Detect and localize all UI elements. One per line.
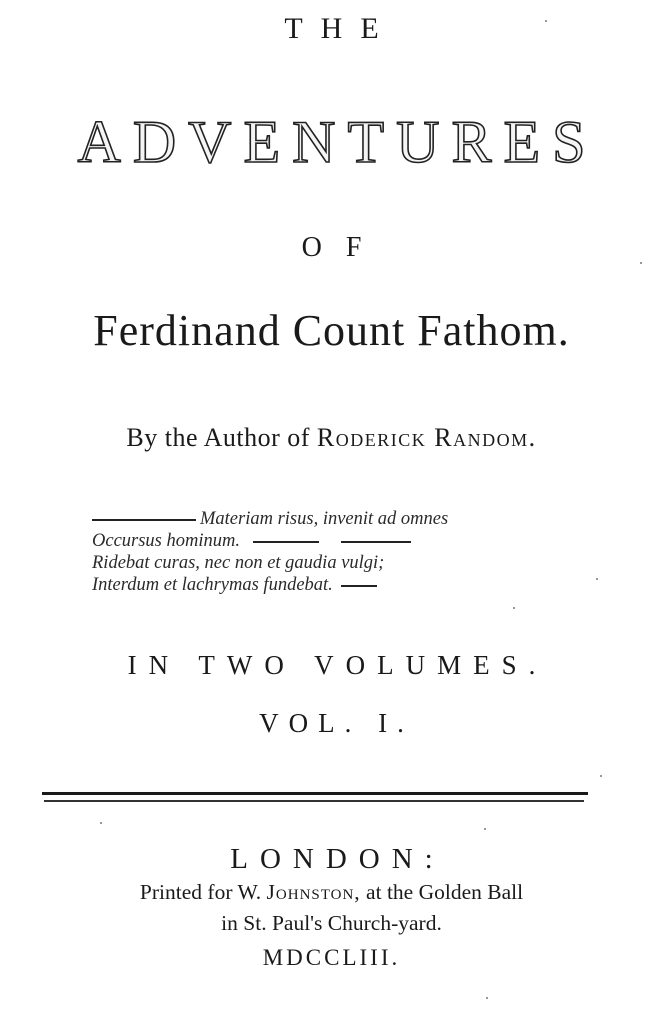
motto-line-4-text: Interdum et lachrymas fundebat.	[92, 575, 333, 595]
imprint-date: MDCCLIII.	[262, 945, 401, 970]
paper-speck	[484, 828, 486, 830]
imprint-printed-suffix: at the Golden Ball	[366, 880, 524, 904]
imprint-printer-line	[0, 880, 663, 905]
paper-speck	[596, 578, 598, 580]
imprint-place: LONDON:	[230, 843, 445, 875]
paper-speck	[513, 607, 515, 609]
motto-line-1	[92, 508, 562, 530]
title-name: Ferdinand Count Fathom.	[93, 306, 570, 355]
motto-line-2	[92, 530, 562, 552]
motto-line-4	[92, 574, 562, 596]
imprint-printed-prefix: Printed for W.	[139, 880, 262, 904]
imprint-printer-name: Johnston,	[266, 880, 361, 904]
paper-speck	[545, 20, 547, 22]
author-prefix: By the Author of	[126, 423, 310, 452]
imprint-location: in St. Paul's Church-yard.	[221, 911, 442, 935]
paper-speck	[640, 262, 642, 264]
title-the: THE	[284, 12, 397, 45]
author-work: Roderick Random.	[316, 423, 537, 452]
motto-line-2-text: Occursus hominum.	[92, 531, 240, 551]
volume-number: VOL. I.	[259, 708, 414, 738]
title-of: OF	[301, 232, 386, 263]
motto-dash	[92, 519, 196, 521]
motto-dash	[341, 585, 377, 587]
motto-dash	[341, 541, 411, 543]
motto-line-1-text: Materiam risus, invenit ad omnes	[200, 509, 449, 529]
title-adventures: ADVENTURES	[77, 109, 598, 175]
thin-rule	[44, 800, 584, 802]
paper-speck	[486, 997, 488, 999]
paper-speck	[100, 822, 102, 824]
author-line	[0, 423, 663, 453]
motto-dash	[253, 541, 319, 543]
latin-motto	[92, 508, 562, 596]
volumes-line: IN TWO VOLUMES.	[127, 650, 548, 680]
motto-line-3-text: Ridebat curas, nec non et gaudia vulgi;	[92, 553, 385, 573]
motto-line-3	[92, 552, 562, 574]
paper-speck	[600, 775, 602, 777]
thick-rule	[42, 792, 588, 795]
